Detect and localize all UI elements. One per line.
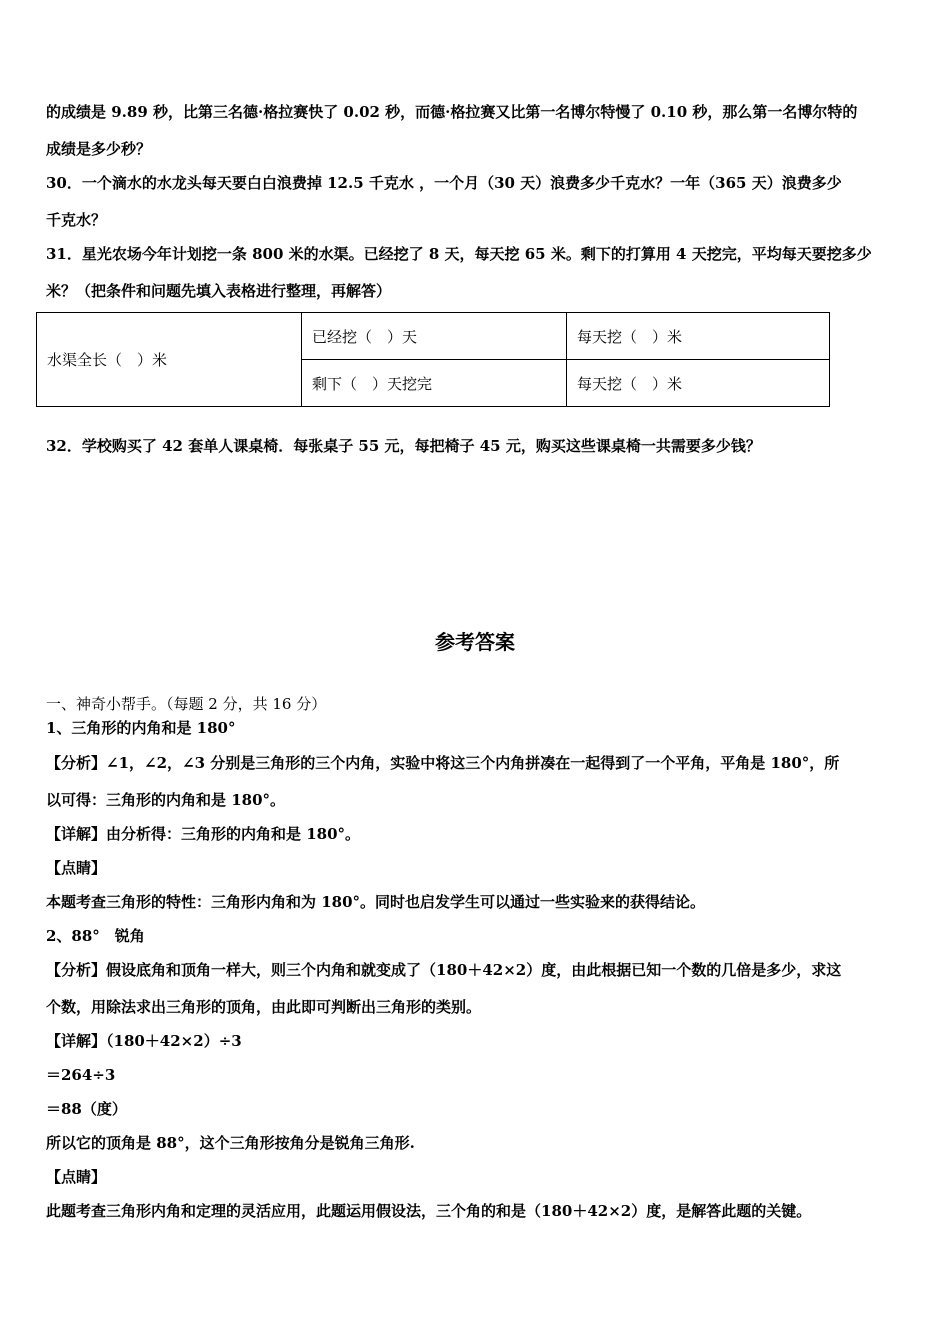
- answer1-analysis-line2: 以可得：三角形的内角和是 180°。: [46, 791, 286, 809]
- q31-cell-per-day-2: 每天挖（ ）米: [567, 360, 830, 407]
- answer1-analysis-line1: 【分析】∠1，∠2，∠3 分别是三角形的三个内角，实验中将这三个内角拼凑在一起得到了一个平角，平角是 180°，所: [46, 754, 840, 772]
- answer1-comment: 本题考查三角形的特性：三角形内角和为 180°。同时也启发学生可以通过一些实验来的获得结论。: [46, 893, 706, 911]
- answer2-comment-label: 【点睛】: [46, 1168, 107, 1186]
- q31-table: [36, 312, 830, 407]
- q31-cell-dug-days: 已经挖（ ）天: [302, 313, 567, 360]
- q31-cell-total-length: 水渠全长（ ）米: [37, 313, 302, 407]
- answer2-detail-line3: ＝88（度）: [46, 1100, 127, 1118]
- answer2-conclusion: 所以它的顶角是 88°，这个三角形按角分是锐角三角形.: [46, 1134, 415, 1152]
- q30-text-line1: 30．一个滴水的水龙头每天要白白浪费掉 12.5 千克水 ，一个月（30 天）浪费多少千克水？一年（365 天）浪费多少: [46, 174, 842, 192]
- answers-title: 参考答案: [435, 630, 515, 654]
- q30-text-line2: 千克水？: [46, 211, 107, 229]
- answer2-detail-line1: 【详解】（180＋42×2）÷3: [46, 1032, 242, 1050]
- q29-text-line1: 的成绩是 9.89 秒，比第三名德·格拉赛快了 0.02 秒，而德·格拉赛又比第一名博尔特慢了 0.10 秒，那么第一名博尔特的: [46, 103, 858, 121]
- answer1-comment-label: 【点睛】: [46, 859, 107, 877]
- q29-text-line2: 成绩是多少秒？: [46, 140, 152, 158]
- answer2-analysis-line2: 个数，用除法求出三角形的顶角，由此即可判断出三角形的类别。: [46, 998, 482, 1016]
- q31-cell-remaining-days: 剩下（ ）天挖完: [302, 360, 567, 407]
- answer2-comment: 此题考查三角形内角和定理的灵活应用，此题运用假设法，三个角的和是（180＋42×2）度，是解答此题的关键。: [46, 1202, 812, 1220]
- answer2-title: 2、88° 锐角: [46, 927, 145, 945]
- q32-text: 32．学校购买了 42 套单人课桌椅．每张桌子 55 元，每把椅子 45 元，购买这些课桌椅一共需要多少钱？: [46, 437, 761, 455]
- q31-text-line2: 米？（把条件和问题先填入表格进行整理，再解答）: [46, 282, 392, 300]
- answer2-analysis-line1: 【分析】假设底角和顶角一样大，则三个内角和就变成了（180＋42×2）度，由此根据已知一个数的几倍是多少，求这: [46, 961, 842, 979]
- answer1-title: 1、三角形的内角和是 180°: [46, 719, 236, 737]
- answer1-detail: 【详解】由分析得：三角形的内角和是 180°。: [46, 825, 361, 843]
- q31-cell-per-day-1: 每天挖（ ）米: [567, 313, 830, 360]
- q31-text-line1: 31．星光农场今年计划挖一条 800 米的水渠。已经挖了 8 天，每天挖 65 米。剩下的打算用 4 天挖完，平均每天要挖多少: [46, 245, 872, 263]
- answer2-detail-line2: ＝264÷3: [46, 1066, 116, 1084]
- answers-section-heading: 一、神奇小帮手。（每题 2 分，共 16 分）: [46, 695, 327, 713]
